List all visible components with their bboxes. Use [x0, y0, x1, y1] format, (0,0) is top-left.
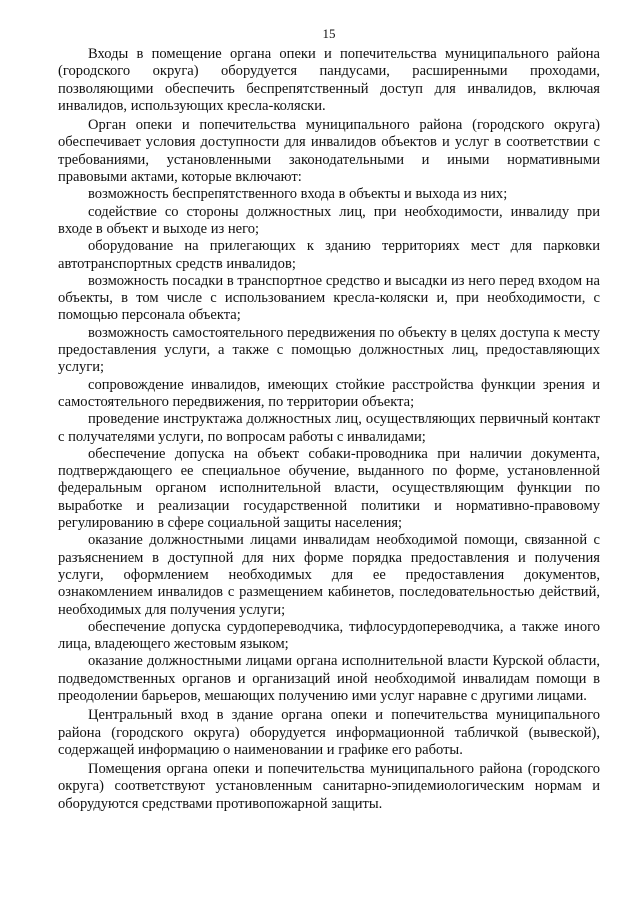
paragraph-main-entrance-sign: Центральный вход в здание органа опеки и попечительства муниципального района (городского округа) оборудуется информационной табличкой (вывеской), содержащей информацию о наименовании и графике его работы. — [58, 707, 600, 758]
list-item-staff-assistance: содействие со стороны должностных лиц, при необходимости, инвалиду при входе в объект и выходе из него; — [58, 203, 600, 237]
list-item-barrier-help: оказание должностными лицами органа исполнительной власти Курской области, подведомственных органов и организаций иной необходимой инвалидам помощи в преодолении барьеров, мешающих получению ими услуг наравне с другими лицами. — [58, 653, 600, 704]
list-item-staff-instruction: проведение инструктажа должностных лиц, осуществляющих первичный контакт с получателями услуги, по вопросам работы с инвалидами; — [58, 411, 600, 445]
list-item-sign-interpreter: обеспечение допуска сурдопереводчика, тифлосурдопереводчика, а также иного лица, владеющего жестовым языком; — [58, 618, 600, 653]
list-item-independent-movement: возможность самостоятельного передвижения по объекту в целях доступа к месту предоставления услуги, а также с помощью должностных лиц, предоставляющих услуги; — [58, 324, 600, 376]
paragraph-accessibility-conditions: Орган опеки и попечительства муниципального района (городского округа) обеспечивает условия доступности для инвалидов объектов и услуг в соответствии с требованиями, установленными законодательными и иными нормативными правовыми актами, которые включают: — [58, 117, 600, 186]
page-number: 15 — [322, 26, 336, 41]
paragraph-premises-norms: Помещения органа опеки и попечительства муниципального района (городского округа) соответствуют установленным санитарно-эпидемиологическим нормам и оборудуются средствами противопожарной защиты. — [58, 761, 600, 812]
paragraph-entrances: Входы в помещение органа опеки и попечительства муниципального района (городского округа) оборудуется пандусами, расширенными проходами, позволяющими обеспечить беспрепятственный доступ для инвалидов, включая инвалидов, использующих кресла-коляски. — [58, 46, 600, 114]
list-item-vehicle-boarding: возможность посадки в транспортное средство и высадки из него перед входом на объекты, в том числе с использованием кресла-коляски и, при необходимости, с помощью персонала объекта; — [58, 272, 600, 324]
list-item-unobstructed-entry: возможность беспрепятственного входа в объекты и выхода из них; — [88, 186, 508, 203]
list-item-parking: оборудование на прилегающих к зданию территориях мест для парковки автотранспортных средств инвалидов; — [58, 238, 600, 272]
list-item-escort: сопровождение инвалидов, имеющих стойкие расстройства функции зрения и самостоятельного передвижения, по территории объекта; — [58, 376, 600, 410]
list-item-guide-dog: обеспечение допуска на объект собаки-проводника при наличии документа, подтверждающего ее специальное обучение, выданного по форме, установленной федеральным органом исполнительной власти, осуществляющим функции по выработке и реализации государственной политики и нормативно-правовому регулированию в сфере социальной защиты населения; — [58, 445, 600, 532]
list-item-staff-help: оказание должностными лицами инвалидам необходимой помощи, связанной с разъяснением в доступной для них форме порядка предоставления и получения услуги, оформлением необходимых для ее предоставления документов, ознакомлением инвалидов с размещением кабинетов, последовательностью действий, необходимых для получения услуги; — [58, 532, 600, 618]
